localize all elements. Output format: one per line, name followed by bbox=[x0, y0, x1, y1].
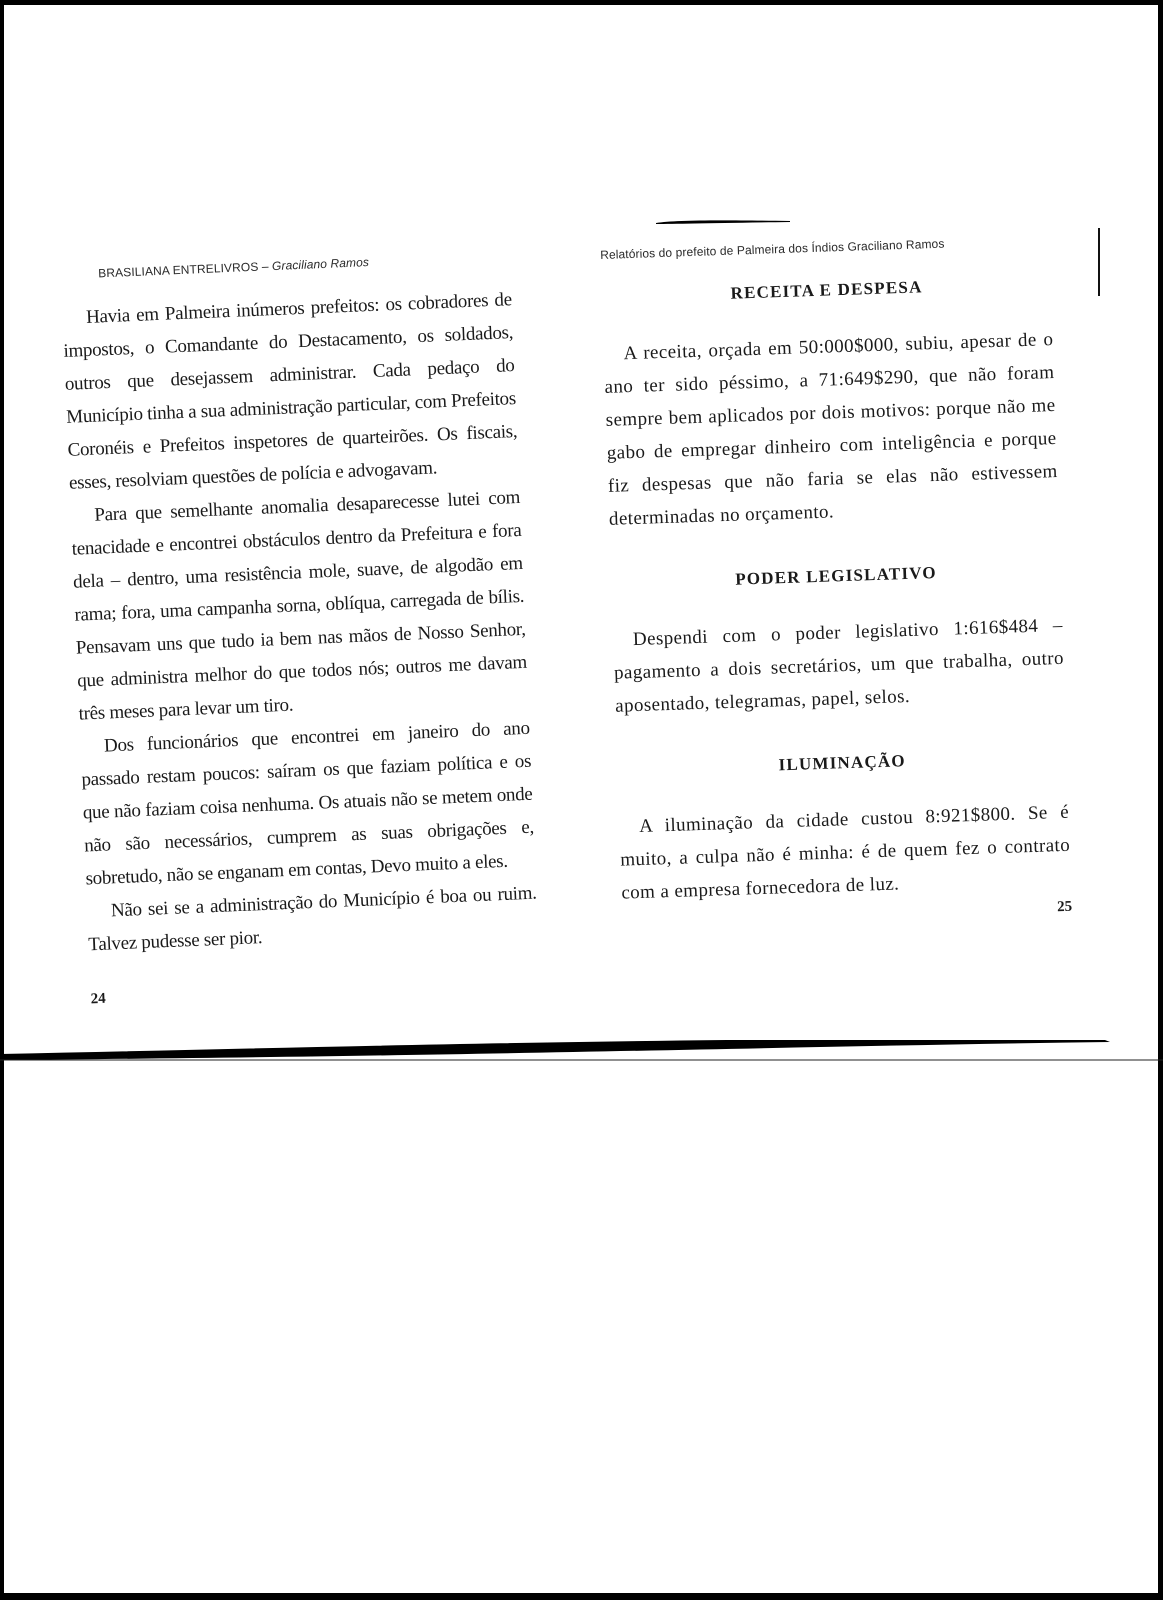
scan-border-left bbox=[0, 0, 4, 1600]
right-page bbox=[600, 233, 1072, 931]
series-title: BRASILIANA ENTRELIVROS – bbox=[97, 259, 273, 281]
section-text-iluminacao: A iluminação da cidade custou 8:921$800. Se é muito, a culpa não é minha: é de quem fez o contrato com a empresa fornecedora de luz. bbox=[619, 801, 1071, 904]
paragraph: Para que semelhante anomalia desaparecesse lutei com tenacidade e encontrei obstáculos dentro da Prefeitura e fora dela – dentro, uma resistência mole, suave, de algodão em rama; fora, uma campanha sorna, oblíqua, carregada de bílis. Pensavam uns que tudo ia bem nas mãos de Nosso Senhor, que administra melhor do que todos nós; outros me davam três meses para levar um tiro. bbox=[71, 486, 528, 725]
section-text-poder-legislativo: Despendi com o poder legislativo 1:616$484 – pagamento a dois secretários, um que trabalha, outro aposentado, telegramas, papel, selos. bbox=[613, 614, 1065, 717]
scan-border-top bbox=[0, 0, 1163, 5]
right-running-header: Relatórios do prefeito de Palmeira dos Índios Graciliano Ramos bbox=[600, 236, 945, 262]
section-title-iluminacao: ILUMINAÇÃO bbox=[778, 751, 907, 775]
paragraph: Havia em Palmeira inúmeros prefeitos: os cobradores de impostos, o Comandante do Destacamento, os soldados, outros que desejassem administrar. Cada pedaço do Município tinha a sua administração particular, com Prefeitos Coronéis e Prefeitos inspetores de quarteirões. Os fiscais, esses, resolviam questões de polícia e advogavam. bbox=[63, 289, 518, 494]
page-number-right: 25 bbox=[1056, 898, 1073, 916]
scan-border-bottom bbox=[0, 1593, 1163, 1600]
page-number-left: 24 bbox=[90, 990, 106, 1008]
section-title-poder-legislativo: PODER LEGISLATIVO bbox=[734, 563, 938, 589]
left-page bbox=[60, 249, 541, 1008]
spine-mark bbox=[1098, 228, 1100, 296]
scan-border-right bbox=[1158, 0, 1163, 1600]
author-name: Graciliano Ramos bbox=[271, 255, 370, 274]
section-title-receita: RECEITA E DESPESA bbox=[730, 277, 923, 303]
page-fold-shadow bbox=[0, 1040, 1163, 1082]
left-running-header bbox=[98, 249, 510, 280]
paragraph: Dos funcionários que encontrei em janeiro do ano passado restam poucos: saíram os que faziam política e os que não faziam coisa nenhuma. Os atuais não se metem onde não são necessários, cumprem as suas obrigações e, sobretudo, não se enganam em contas, Devo muito a eles. bbox=[81, 717, 535, 890]
paragraph: Não sei se a administração do Município é boa ou ruim. Talvez pudesse ser pior. bbox=[87, 882, 538, 956]
ink-smudge-mark bbox=[656, 220, 790, 224]
section-text-receita: A receita, orçada em 50:000$000, subiu, apesar de o ano ter sido péssimo, a 71:649$290, que não foram sempre bem aplicados por dois motivos: porque não me gabo de empregar dinheiro com inteligência e porque fiz despesas que não faria se elas não estivessem determinadas no orçamento. bbox=[604, 329, 1059, 530]
